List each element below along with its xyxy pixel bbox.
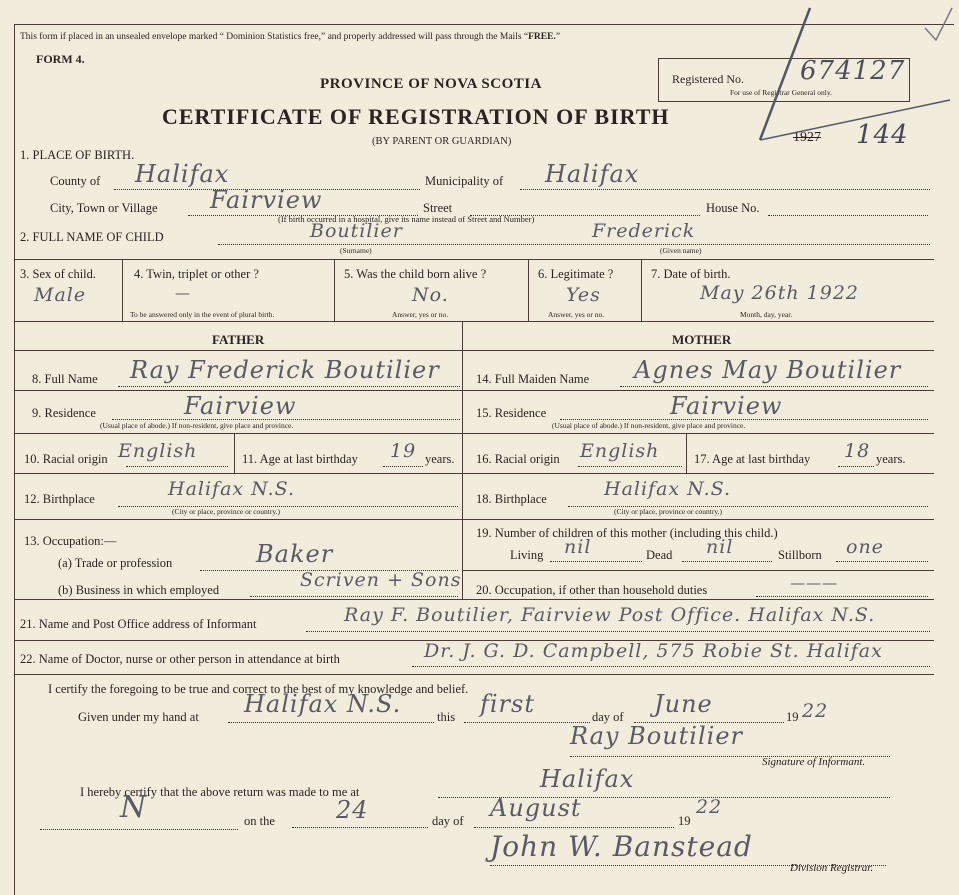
date-note: Month, day, year. [740,310,793,319]
handwritten-year: 144 [856,120,909,150]
dead-label: Dead [646,548,673,562]
father-age-label: 11. Age at last birthday [242,452,358,466]
registrar-year-value: 22 [696,796,723,818]
father-residence-value: Fairview [184,392,297,420]
left-border [14,24,15,895]
given-day-of-label: day of [592,710,624,724]
child-given-value: Frederick [592,220,696,242]
mother-age-label: 17. Age at last birthday [694,452,811,466]
mother-residence-value: Fairview [670,392,783,420]
father-trade-value: Baker [256,540,334,568]
registrar-place-value: Halifax [540,765,635,793]
registered-label: Registered No. [672,72,744,86]
father-racial-value: English [118,440,198,462]
informant-value: Ray F. Boutilier, Fairview Post Office. Halifax N.S. [344,604,876,626]
given-day-value: first [480,690,535,718]
street-label: Street [423,201,453,215]
mother-residence-note: (Usual place of abode.) If non-resident, give place and province. [552,421,746,430]
father-residence-note: (Usual place of abode.) If non-resident, give place and province. [100,421,294,430]
sex-value: Male [34,284,87,306]
dead-value: nil [706,536,734,558]
legitimate-value: Yes [566,284,601,306]
on-the-label: on the [244,814,275,828]
twin-note: To be answered only in the event of plural birth. [130,310,275,319]
stillborn-value: one [846,536,884,558]
father-business-value: Scriven + Sons [300,569,462,591]
child-name-label: 2. FULL NAME OF CHILD [20,230,164,244]
alive-label: 5. Was the child born alive ? [344,267,487,281]
form-number: FORM 4. [36,52,85,66]
father-heading: FATHER [212,332,265,347]
registrar-statement: I hereby certify that the above return was made to me at [80,785,360,799]
this-label: this [437,710,456,724]
alive-value: No. [412,284,449,306]
printed-year: 1927 [793,130,821,145]
county-value: Halifax [135,160,230,188]
mother-residence-label: 15. Residence [476,406,547,420]
mother-birthplace-note: (City or place, province or country.) [614,507,723,516]
mother-birthplace-value: Halifax N.S. [604,478,731,500]
surname-caption: (Surname) [340,246,372,255]
mother-occupation-value: ——— [790,574,838,592]
house-label: House No. [706,201,760,215]
given-label: Given under my hand at [78,710,199,724]
municipality-label: Municipality of [425,174,504,188]
informant-signature-caption: Signature of Informant. [762,756,866,768]
mother-age-value: 18 [844,440,871,462]
registrar-year-printed: 19 [678,814,691,828]
place-label: 1. PLACE OF BIRTH. [20,148,135,162]
city-value: Fairview [210,186,323,214]
county-label: County of [50,174,101,188]
legitimate-note: Answer, yes or no. [548,310,605,319]
father-years: years. [425,452,455,466]
father-business-label: (b) Business in which employed [58,583,220,597]
registrar-mark: N [120,790,148,825]
alive-note: Answer, yes or no. [392,310,449,319]
registrar-signature: John W. Banstead [490,830,753,863]
registered-number: 674127 [800,56,906,86]
city-label: City, Town or Village [50,201,158,215]
certificate-title: CERTIFICATE OF REGISTRATION OF BIRTH [162,104,670,129]
mother-name-label: 14. Full Maiden Name [476,372,590,386]
father-racial-label: 10. Racial origin [24,452,108,466]
sex-label: 3. Sex of child. [20,267,97,281]
father-name-value: Ray Frederick Boutilier [130,356,440,384]
given-caption: (Given name) [660,246,702,255]
given-month-value: June [654,690,713,718]
certificate-subtitle: (BY PARENT OR GUARDIAN) [372,136,512,147]
hospital-note: (If birth occurred in a hospital, give its name instead of Street and Number) [278,214,535,224]
mother-occupation-label: 20. Occupation, if other than household duties [476,583,708,597]
registrar-day-value: 24 [336,796,369,824]
father-birthplace-value: Halifax N.S. [168,478,295,500]
father-birthplace-note: (City or place, province or country.) [172,507,281,516]
mother-birthplace-label: 18. Birthplace [476,492,547,506]
mother-children-label: 19. Number of children of this mother (including this child.) [476,526,778,540]
mother-racial-value: English [580,440,660,462]
living-value: nil [564,536,592,558]
mother-racial-label: 16. Racial origin [476,452,560,466]
registrar-day-of-label: day of [432,814,464,828]
informant-label: 21. Name and Post Office address of Informant [20,617,257,631]
certify-statement: I certify the foregoing to be true and correct to the best of my knowledge and belief. [48,682,469,696]
doctor-label: 22. Name of Doctor, nurse or other person in attendance at birth [20,652,340,666]
given-year-printed: 19 [786,710,799,724]
stillborn-label: Stillborn [778,548,822,562]
father-name-label: 8. Full Name [32,372,98,386]
father-trade-label: (a) Trade or profession [58,556,173,570]
given-year-value: 22 [802,700,829,722]
legitimate-label: 6. Legitimate ? [538,267,614,281]
father-birthplace-label: 12. Birthplace [24,492,95,506]
doctor-value: Dr. J. G. D. Campbell, 575 Robie St. Halifax [424,640,883,662]
father-age-value: 19 [390,440,417,462]
given-place-value: Halifax N.S. [244,690,402,718]
father-residence-label: 9. Residence [32,406,96,420]
father-occupation-label: 13. Occupation:— [24,534,117,548]
twin-label: 4. Twin, triplet or other ? [134,267,259,281]
postal-note: This form if placed in an unsealed envelope marked “ Dominion Statistics free,” and properly addressed will pass through the Mails “FREE.” [20,32,561,42]
registrar-caption: Division Registrar. [790,862,874,874]
informant-signature: Ray Boutilier [570,722,744,750]
date-label: 7. Date of birth. [651,267,731,281]
child-surname-value: Boutilier [310,220,403,242]
province-heading: PROVINCE OF NOVA SCOTIA [320,76,542,92]
check-marks [740,0,959,170]
date-value: May 26th 1922 [700,282,859,304]
mother-name-value: Agnes May Boutilier [634,356,902,384]
mother-heading: MOTHER [672,332,732,347]
registrar-use-note: For use of Registrar General only. [730,88,832,97]
registrar-month-value: August [490,794,582,822]
mother-years: years. [876,452,906,466]
municipality-value: Halifax [545,160,640,188]
twin-value: — [175,284,191,302]
living-label: Living [510,548,544,562]
